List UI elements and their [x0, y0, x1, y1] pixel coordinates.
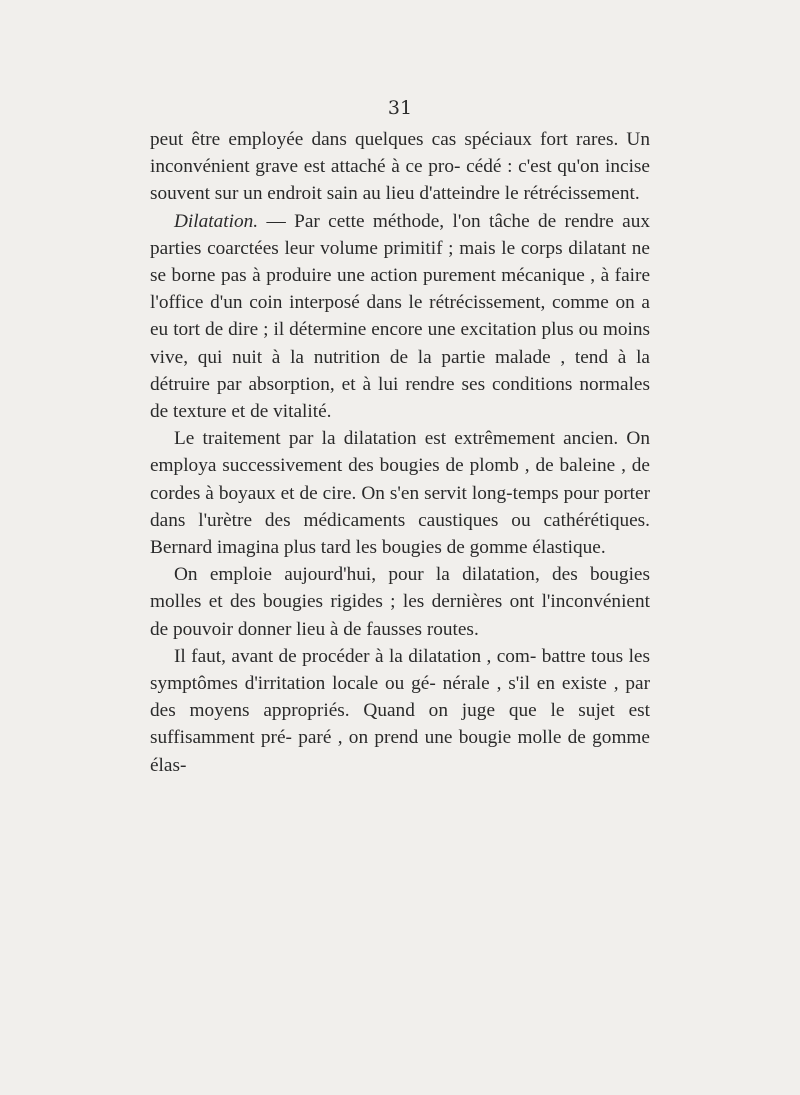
paragraph-4: On emploie aujourd'hui, pour la dilatation, des bougies molles et des bougies rigides ; les dernières ont l'inconvénient de pouvoir donner lieu à de fausses routes.	[150, 564, 650, 640]
paragraph-3: Le traitement par la dilatation est extrêmement ancien. On employa successivement des bougies de plomb , de baleine , de cordes à boyaux et de cire. On s'en servit long-temps pour porter dans l'urètre des médicaments caustiques ou cathérétiques. Bernard imagina plus tard les bougies de gomme élastique.	[150, 428, 650, 559]
paragraph-2	[150, 208, 650, 426]
page-number: 31	[387, 97, 413, 119]
body-text	[150, 126, 650, 779]
paragraph-heading-dilatation: Dilatation.	[174, 210, 259, 232]
paragraph-1: peut être employée dans quelques cas spéciaux fort rares. Un inconvénient grave est attaché à ce pro- cédé : c'est qu'on incise souvent sur un endroit sain au lieu d'atteindre le rétrécissement.	[150, 129, 650, 205]
paragraph-2-body: — Par cette méthode, l'on tâche de rendre aux parties coarctées leur volume primitif ; mais le corps dilatant ne se borne pas à produire une action purement mécanique , à faire l'office d'un coin interposé dans le rétrécissement, comme on a eu tort de dire ; il détermine encore une excitation plus ou moins vive, qui nuit à la nutrition de la partie malade , tend à la détruire par absorption, et à lui rendre ses conditions normales de texture et de vitalité.	[150, 210, 650, 423]
paragraph-5: Il faut, avant de procéder à la dilatation , com- battre tous les symptômes d'irritation locale ou gé- nérale , s'il en existe , par des moyens appropriés. Quand on juge que le sujet est suffisamment pré- paré , on prend une bougie molle de gomme élas-	[150, 645, 650, 776]
